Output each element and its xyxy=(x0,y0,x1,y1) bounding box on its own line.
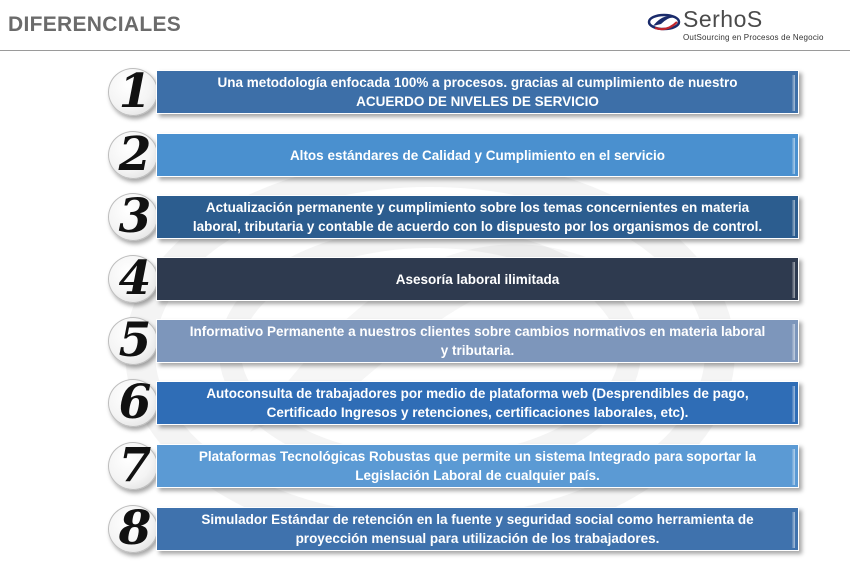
differential-item-5 xyxy=(108,313,803,368)
number-digit: 3 xyxy=(118,189,152,244)
item-bar xyxy=(156,195,799,239)
number-digit: 6 xyxy=(118,375,152,430)
number-badge xyxy=(108,438,158,493)
number-digit: 4 xyxy=(118,251,152,306)
item-bar xyxy=(156,319,799,363)
item-bar xyxy=(156,381,799,425)
serhos-logo xyxy=(645,6,845,46)
item-text-line-1: Asesoría laboral ilimitada xyxy=(395,271,560,287)
differential-item-6 xyxy=(108,375,803,430)
differential-item-7 xyxy=(108,438,803,493)
item-text-line-2: proyección mensual para utilización de los trabajadores. xyxy=(295,531,660,546)
differential-item-3 xyxy=(108,189,803,244)
number-badge xyxy=(108,127,158,182)
differential-item-4 xyxy=(108,251,803,306)
item-text-line-2: laboral, tributaria y contable de acuerdo con lo dispuesto por los organismos de control. xyxy=(192,219,763,234)
number-badge xyxy=(108,501,158,556)
number-digit: 1 xyxy=(118,64,152,119)
number-digit: 2 xyxy=(118,127,152,182)
differential-item-8 xyxy=(108,501,803,556)
item-text-line-1: Autoconsulta de trabajadores por medio de plataforma web (Desprendibles de pago, xyxy=(206,386,749,401)
item-text-line-2: ACUERDO DE NIVELES DE SERVICIO xyxy=(356,94,599,109)
serhos-logo-icon xyxy=(647,10,681,36)
number-badge xyxy=(108,251,158,306)
differential-item-1 xyxy=(108,64,803,119)
item-bar xyxy=(156,257,799,301)
item-bar xyxy=(156,444,799,488)
item-bar xyxy=(156,507,799,551)
number-badge xyxy=(108,313,158,368)
item-text-line-2: Legislación Laboral de cualquier país. xyxy=(355,468,600,483)
item-text-line-1: Informativo Permanente a nuestros clientes sobre cambios normativos en materia laboral xyxy=(189,324,766,339)
page-title: DIFERENCIALES xyxy=(8,13,182,36)
item-text-line-2: Certificado Ingresos y retenciones, certificaciones laborales, etc). xyxy=(266,405,689,420)
item-text-line-1: Una metodología enfocada 100% a procesos. gracias al cumplimiento de nuestro xyxy=(217,75,738,90)
number-digit: 5 xyxy=(118,313,152,368)
item-text-line-1: Simulador Estándar de retención en la fuente y seguridad social como herramienta de xyxy=(201,512,754,527)
item-text-line-1: Altos estándares de Calidad y Cumplimiento en el servicio xyxy=(289,147,666,163)
differential-item-2 xyxy=(108,127,803,182)
item-text-line-1: Actualización permanente y cumplimiento sobre los temas concernientes en materia xyxy=(205,200,750,215)
number-badge xyxy=(108,189,158,244)
item-text-line-1: Plataformas Tecnológicas Robustas que permite un sistema Integrado para soportar la xyxy=(198,449,757,464)
item-bar xyxy=(156,70,799,114)
logo-name: SerhoS xyxy=(683,6,763,32)
item-bar xyxy=(156,133,799,177)
item-text-line-2: y tributaria. xyxy=(440,343,515,358)
number-badge xyxy=(108,375,158,430)
header-divider xyxy=(0,50,850,51)
number-digit: 7 xyxy=(118,438,152,493)
logo-tagline: OutSourcing en Procesos de Negocio xyxy=(683,33,824,42)
number-badge xyxy=(108,64,158,119)
number-digit: 8 xyxy=(118,501,152,556)
